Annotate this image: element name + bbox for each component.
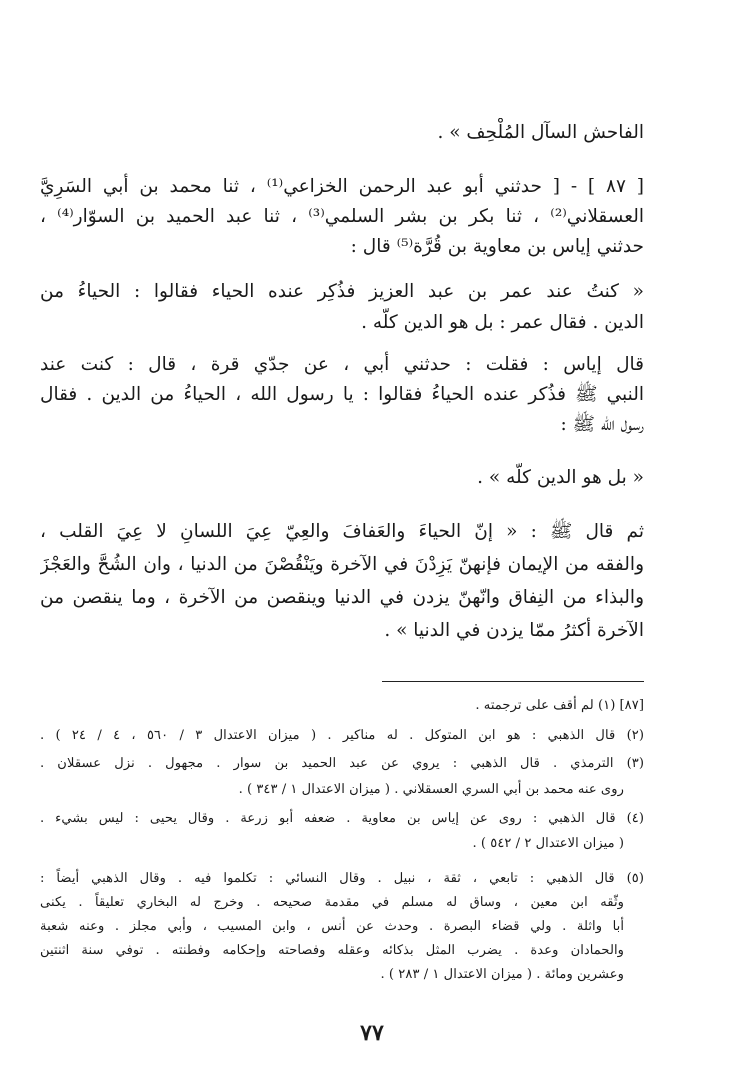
text-line: الفاحش السآل المُلْحِف » . [437, 122, 644, 143]
footnote-line: روى عنه محمد بن أبي السري العسقلاني . ( ميزان الاعتدال ١ / ٣٤٣ ) . [238, 782, 624, 797]
footnote-line: ( ميزان الاعتدال ٢ / ٥٤٢ ) . [472, 836, 624, 851]
text-line: الآخرة أكثرُ ممّا يزدن في الدنيا » . [384, 620, 644, 641]
text-line: رسول الله ﷺ : [560, 414, 644, 435]
text-line: ثم قال ﷺ : « إنّ الحياءَ والعَفافَ والعِيّ عِيَ اللسانِ لا عِيَ القلب ، [40, 521, 644, 542]
text-line: العسقلاني⁽²⁾ ، ثنا بكر بن بشر السلمي⁽³⁾ ، ثنا عبد الحميد بن السوّار⁽⁴⁾ ، [40, 206, 644, 227]
text-line: والفقه من الإيمان فإنهنّ يَزِدْنَ في الآخرة ويَنْقُصْنَ من الدنيا ، وان الشُحَّ والعَجْزَ [40, 554, 644, 575]
page-number: ٧٧ [360, 1020, 384, 1046]
text-line: [ ٨٧ ] - [ حدثني أبو عبد الرحمن الخزاعي⁽¹⁾ ، ثنا محمد بن أبي السَرِيَّ [40, 176, 644, 197]
footnote-line: والحمادان وعدة . يضرب المثل بذكائه وعقله وفصاحته وإحكامه وفطنته . توفي سنة اثنتين [40, 943, 624, 958]
text-line: الدين . فقال عمر : بل هو الدين كلّه . [361, 312, 644, 333]
footnote-line: (٢) قال الذهبي : هو ابن المتوكل . له مناكير . ( ميزان الاعتدال ٣ / ٥٦٠ ، ٤ / ٢٤ ) . [40, 728, 644, 743]
footnote-line: [٨٧] (١) لم أقف على ترجمته . [475, 698, 644, 713]
footnote-line: وثّقه ابن معين ، وساق له مسلم في مقدمة صحيحه . وخرج له البخاري تعليقاً . يكنى [40, 895, 624, 910]
text-line: والبذاء من النِفاق وانّهنّ يزدن في الدنيا وينقصن من الآخرة ، وما ينقصن من [40, 587, 644, 608]
text-line: « بل هو الدين كلّه » . [477, 467, 644, 488]
footnote-line: (٥) قال الذهبي : تابعي ، ثقة ، نبيل . وقال النسائي : تكلموا فيه . وقال الذهبي أيضاً : [40, 871, 644, 886]
text-line: حدثني إياس بن معاوية بن قُرَّة⁽⁵⁾ قال : [350, 236, 644, 257]
footnote-line: (٣) الترمذي . قال الذهبي : يروي عن عبد الحميد بن سوار . مجهول . نزل عسقلان . [40, 756, 644, 771]
text-line: النبي ﷺ فذُكر عنده الحياءُ فقالوا : يا رسول الله ، الحياءُ من الدين . فقال [40, 384, 644, 405]
footnote-line: وعشرين ومائة . ( ميزان الاعتدال ١ / ٢٨٣ ) . [380, 967, 624, 982]
text-line: « كنتُ عند عمر بن عبد العزيز فذُكِر عنده الحياء فقالوا : الحياءُ من [40, 281, 644, 302]
text-line: قال إياس : فقلت : حدثني أبي ، عن جدّي قرة ، قال : كنت عند [40, 354, 644, 375]
footnote-line: (٤) قال الذهبي : روى عن إياس بن معاوية . ضعفه أبو زرعة . وقال يحيى : ليس بشيء . [40, 811, 644, 826]
footnote-separator [382, 681, 644, 682]
footnote-line: أبا واثلة . ولي قضاء البصرة . وحدث عن أنس ، وابن المسيب ، وأبي مجلز . وعنه شعبة [40, 919, 624, 934]
